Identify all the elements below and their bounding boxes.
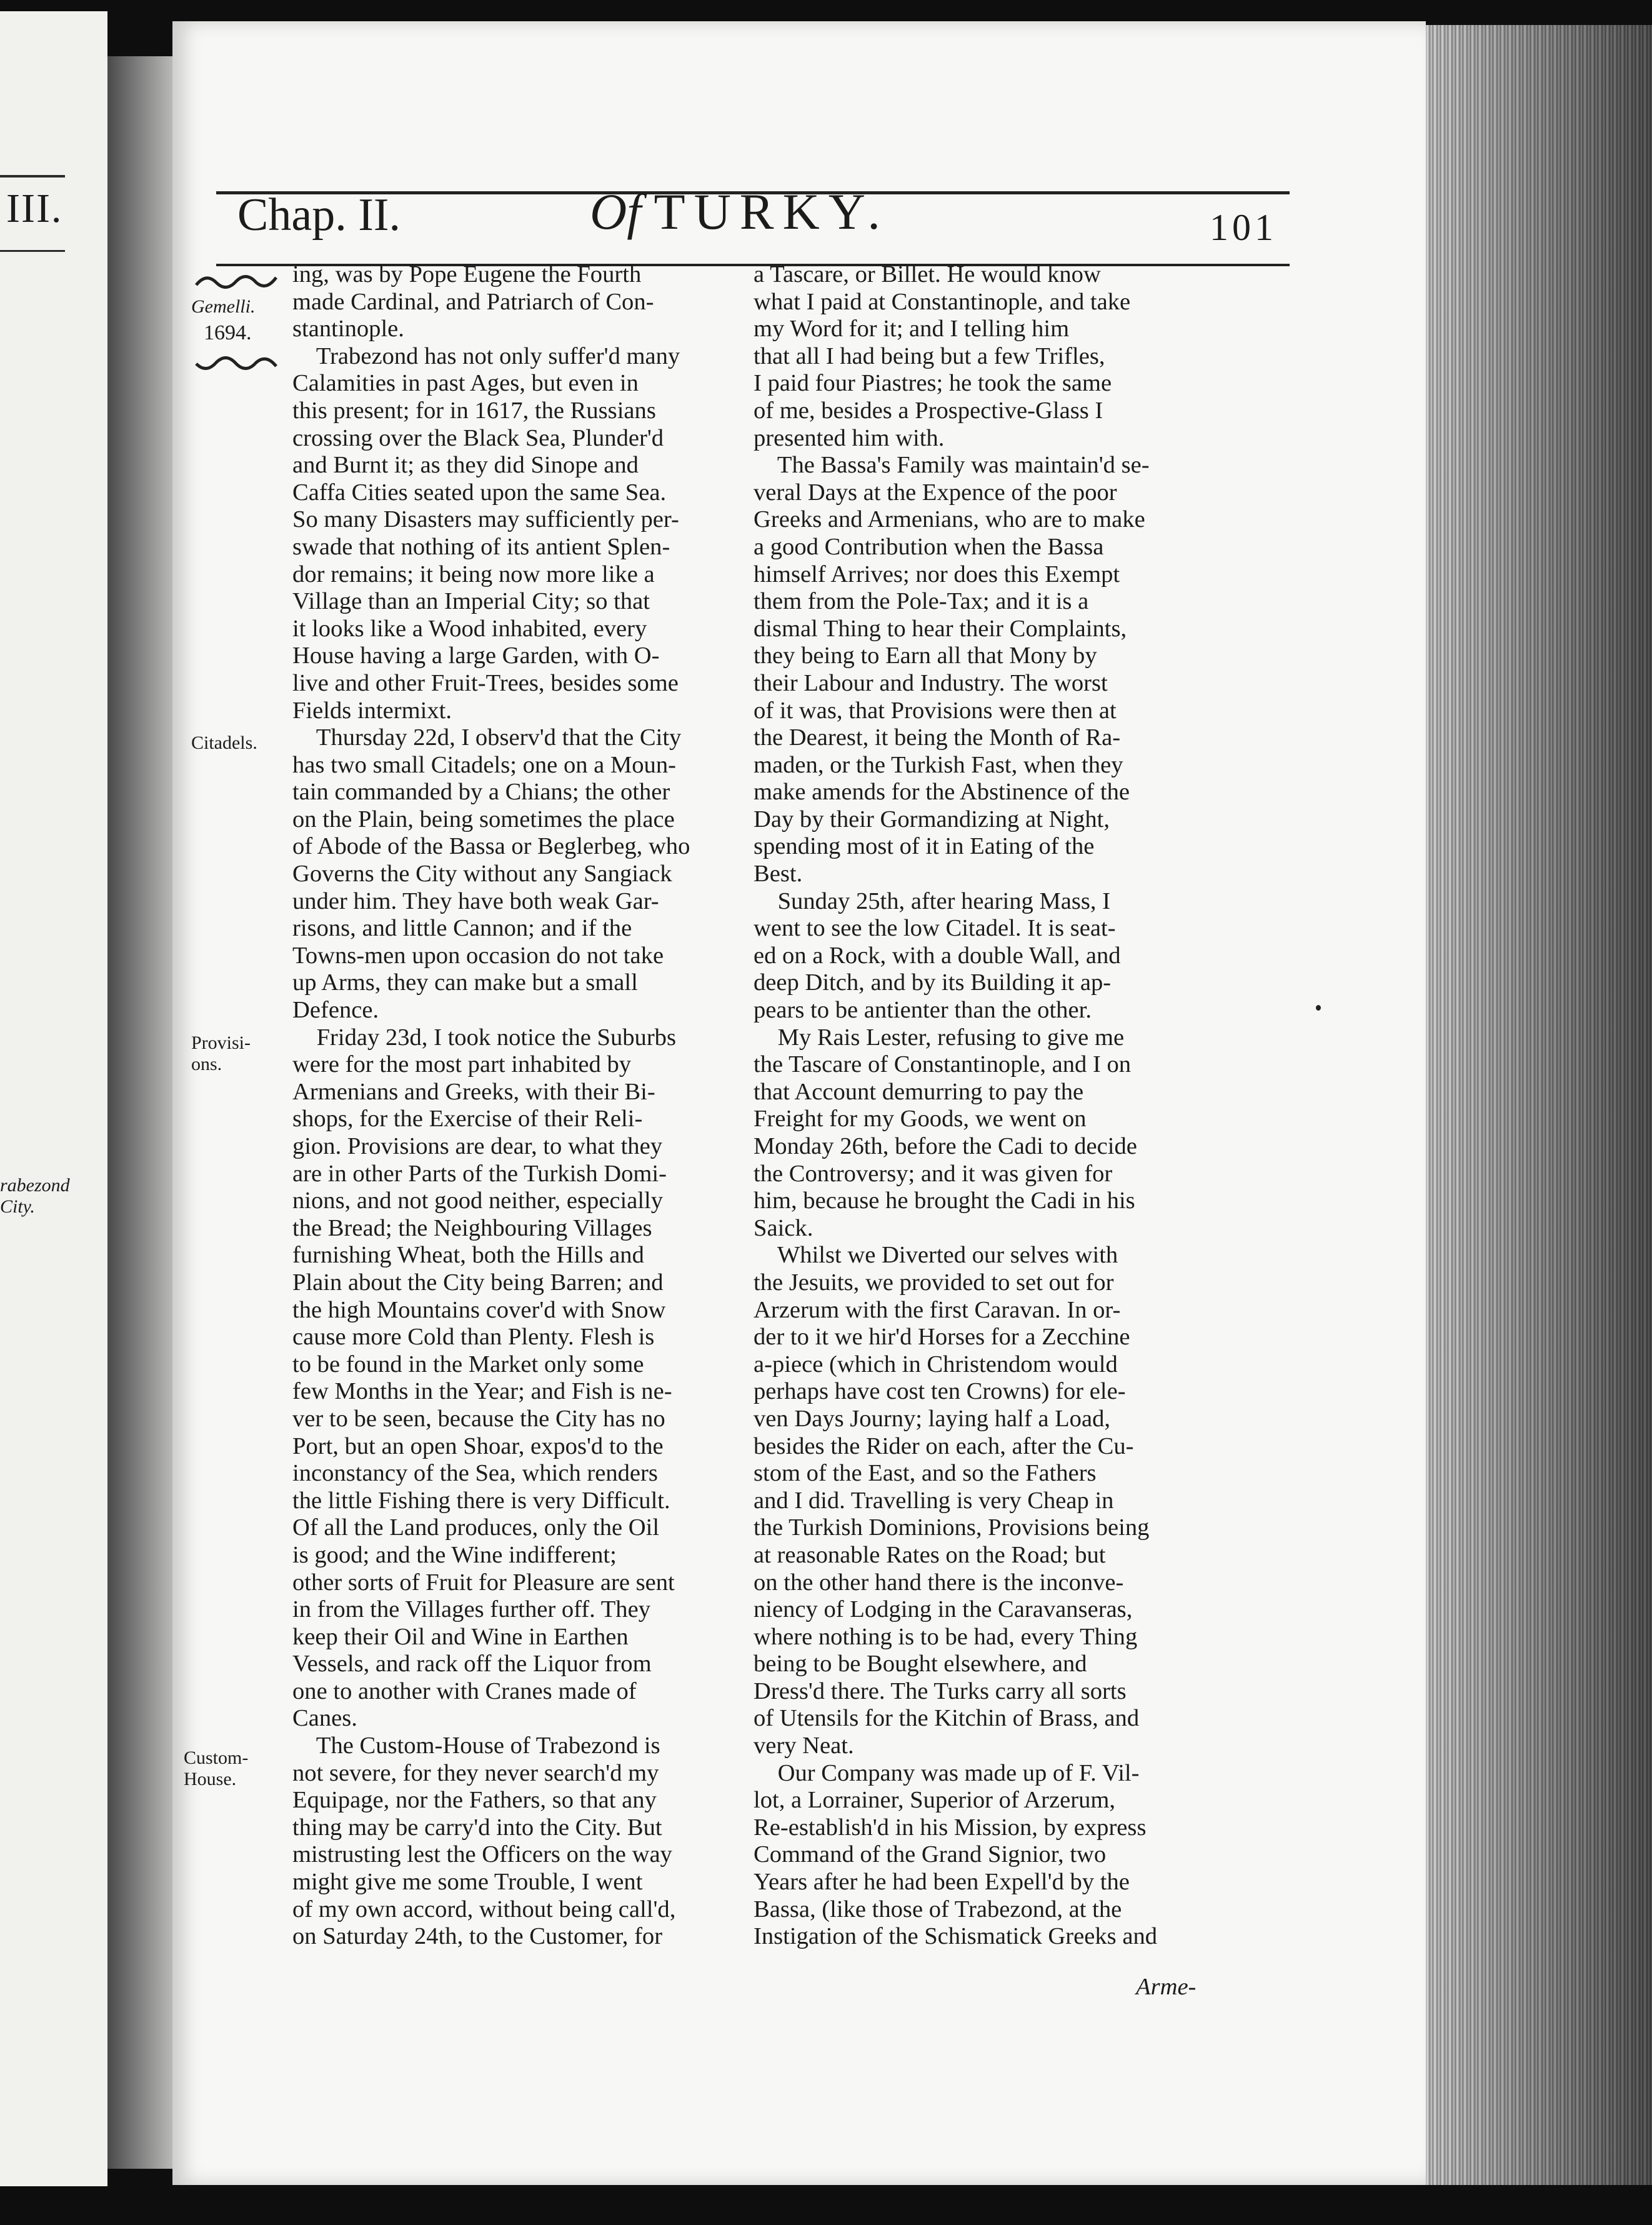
margin-note-provisions: Provisi- ons. [191,1032,251,1074]
margin-note-custom-house: Custom- House. [184,1748,249,1789]
previous-page-bottom-rule [0,250,65,252]
previous-page-header: III. [6,186,63,231]
running-title-of: Of [590,183,641,240]
text-column-left: ing, was by Pope Eugene the Fourth made Cardinal, and Patriarch of Con- stantinople. Trabezond has not only suffer'd many Calamities in past Ages, but even in this present; for in 1617, the Russians crossing over the Black Sea, Plunder'd and Burnt it; as they did Sinope and Caffa Cities seated upon the same Sea. So many Disasters may sufficiently per- swade that nothing of its antient Splen- dor remains; it being now more like a Village than an Imperial City; so that it looks like a Wood inhabited, every House having a large Garden, with O- live and other Fruit-Trees, besides some Fields intermixt. Thursday 22d, I observ'd that the City has two small Citadels; one on a Moun- tain commanded by a Chians; the other on the Plain, being sometimes the place of Abode of the Bassa or Beglerbeg, who Governs the City without any Sangiack under him. They have both weak Gar- risons, and little Cannon; and if the Towns-men upon occasion do not take up Arms, they can make but a small Defence. Friday 23d, I took notice the Suburbs were for the most part inhabited by Armenians and Greeks, with their Bi- shops, for the Exercise of their Reli- gion. Provisions are dear, to what they are in other Parts of the Turkish Domi- nions, and not good neither, especially the Bread; the Neighbouring Villages furnishing Wheat, both the Hills and Plain about the City being Barren; and the high Mountains cover'd with Snow cause more Cold than Plenty. Flesh is to be found in the Market only some few Months in the Year; and Fish is ne- ver to be seen, because the City has no Port, but an open Shoar, expos'd to the inconstancy of the Sea, which renders the little Fishing there is very Difficult. Of all the Land produces, only the Oil is good; and the Wine indifferent; other sorts of Fruit for Pleasure are sent in from the Villages further off. They keep their Oil and Wine in Earthen Vessels, and rack off the Liquor from one to another with Cranes made of Canes. The Custom-House of Trabezond is not severe, for they never search'd my Equipage, nor the Fathers, so that any thing may be carry'd into the City. But mistrusting lest the Officers on the way might give me some Trouble, I went of my own accord, without being call'd, on Saturday 24th, to the Customer, for [292,261,690,1950]
text-column-right: a Tascare, or Billet. He would know what I paid at Constantinople, and take my Word for it; and I telling him that all I had being but a few Trifles, I paid four Piastres; he took the same of me, besides a Prospective-Glass I presented him with. The Bassa's Family was maintain'd se- veral Days at the Expence of the poor Greeks and Armenians, who are to make a good Contribution when the Bassa himself Arrives; nor does this Exempt them from the Pole-Tax; and it is a dismal Thing to hear their Complaints, they being to Earn all that Mony by their Labour and Industry. The worst of it was, that Provisions were then at the Dearest, it being the Month of Ra- maden, or the Turkish Fast, when they make amends for the Abstinence of the Day by their Gormandizing at Night, spending most of it in Eating of the Best. Sunday 25th, after hearing Mass, I went to see the low Citadel. It is seat- ed on a Rock, with a double Wall, and deep Ditch, and by its Building it ap- pears to be antienter than the other. My Rais Lester, refusing to give me the Tascare of Constantinople, and I on that Account demurring to pay the Freight for my Goods, we went on Monday 26th, before the Cadi to decide the Controversy; and it was given for him, because he brought the Cadi in his Saick. Whilst we Diverted our selves with the Jesuits, we provided to set out for Arzerum with the first Caravan. In or- der to it we hir'd Horses for a Zecchine a-piece (which in Christendom would perhaps have cost ten Crowns) for ele- ven Days Journy; laying half a Load, besides the Rider on each, after the Cu- stom of the East, and so the Fathers and I did. Travelling is very Cheap in the Turkish Dominions, Provisions being at reasonable Rates on the Road; but on the other hand there is the inconve- niency of Lodging in the Caravanseras, where nothing is to be had, every Thing being to be Bought elsewhere, and Dress'd there. The Turks carry all sorts of Utensils for the Kitchin of Brass, and very Neat. Our Company was made up of F. Vil- lot, a Lorrainer, Superior of Arzerum, Re-establish'd in his Mission, by express Command of the Grand Signior, two Years after he had been Expell'd by the Bassa, (like those of Trabezond, at the Instigation of the Schismatick Greeks and [754,261,1158,1950]
margin-note-citadels: Citadels. [191,732,257,753]
previous-page-side-note: rabezond City. [0,1175,70,1217]
catchword: Arme- [1136,1974,1197,2000]
running-title-turky: TURKY. [654,183,889,240]
page-number: 101 [1210,207,1277,248]
margin-note-gemelli: Gemelli. [191,296,256,317]
chapter-heading: Chap. II. [237,189,401,241]
ink-speck [1316,1005,1321,1011]
running-title [590,182,889,241]
previous-page [0,11,107,2186]
book-gutter [107,56,172,2169]
book-page-edges [1426,25,1652,2185]
flourish-ornament-top [194,269,279,294]
margin-note-year: 1694. [204,321,252,344]
previous-page-top-rule [0,175,65,178]
flourish-ornament-bottom [194,350,279,375]
